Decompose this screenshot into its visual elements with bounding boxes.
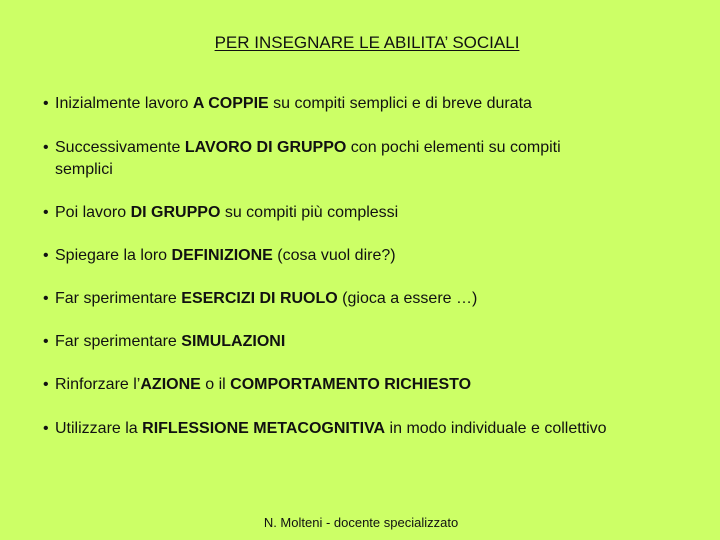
bullet-item [43, 137, 703, 181]
bullet-item [43, 288, 703, 310]
bullet-text: su compiti semplici e di breve durata [268, 95, 532, 112]
bullet-text: su compiti più complessi [220, 204, 399, 221]
bullet-item [43, 245, 703, 267]
bullet-text: Successivamente [55, 139, 185, 156]
bullet-emphasis: DI GRUPPO [130, 204, 221, 221]
bullet-icon: • [43, 376, 49, 393]
bullet-text: (cosa vuol dire?) [272, 247, 396, 264]
bullet-emphasis: SIMULAZIONI [181, 333, 286, 350]
bullet-item [43, 93, 703, 115]
bullet-emphasis: RIFLESSIONE METACOGNITIVA [142, 420, 386, 437]
footer-credit: N. Molteni - docente specializzato [263, 515, 459, 530]
bullet-text: Utilizzare la [55, 420, 143, 437]
bullet-icon: • [43, 204, 49, 221]
bullet-text: Rinforzare l’ [55, 376, 141, 393]
bullet-icon: • [43, 290, 49, 307]
bullet-emphasis: ESERCIZI DI RUOLO [181, 290, 338, 307]
bullet-item [43, 331, 703, 353]
bullet-item [43, 418, 703, 440]
bullet-emphasis: A COPPIE [192, 95, 269, 112]
bullet-icon: • [43, 139, 49, 156]
bullet-emphasis: COMPORTAMENTO RICHIESTO [230, 376, 472, 393]
bullet-item [43, 374, 703, 396]
bullet-icon: • [43, 420, 49, 437]
bullet-text: o il [200, 376, 231, 393]
bullet-text: Far sperimentare [55, 333, 182, 350]
bullet-continuation: semplici [55, 161, 113, 178]
bullet-text: Inizialmente lavoro [55, 95, 193, 112]
bullet-text: Far sperimentare [55, 290, 182, 307]
bullet-text: in modo individuale e collettivo [385, 420, 607, 437]
bullet-text: con pochi elementi su compiti [346, 139, 561, 156]
bullet-text: (gioca a essere …) [337, 290, 478, 307]
bullet-text: Spiegare la loro [55, 247, 172, 264]
bullet-text: Poi lavoro [55, 204, 131, 221]
slide-title: PER INSEGNARE LE ABILITA’ SOCIALI [214, 33, 520, 52]
bullet-emphasis: AZIONE [140, 376, 201, 393]
bullet-item [43, 202, 703, 224]
bullet-icon: • [43, 95, 49, 112]
bullet-icon: • [43, 247, 49, 264]
bullet-emphasis: LAVORO DI GRUPPO [184, 139, 347, 156]
bullet-emphasis: DEFINIZIONE [171, 247, 273, 264]
bullet-icon: • [43, 333, 49, 350]
